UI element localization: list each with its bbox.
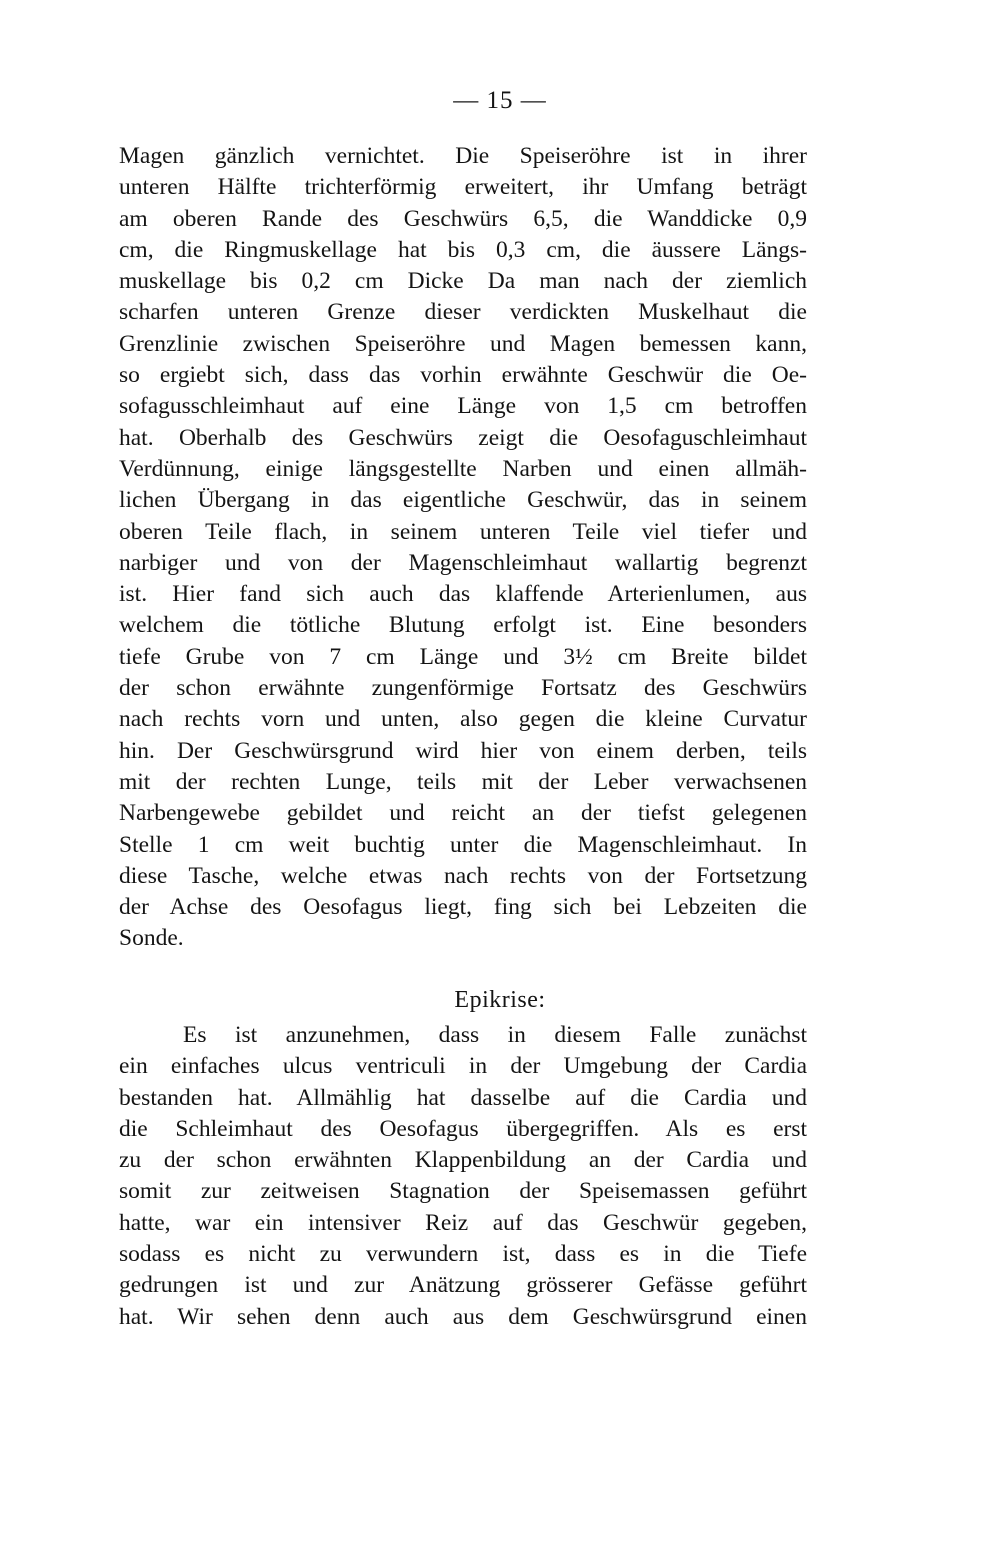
text-line: mit der rechten Lunge, teils mit der Leber verwachsenen bbox=[119, 768, 807, 795]
text-line: oberen Teile flach, in seinem unteren Teile viel tiefer und bbox=[119, 518, 807, 545]
text-line: sofagusschleimhaut auf eine Länge von 1,5 cm betroffen bbox=[119, 393, 807, 420]
text-line: unteren Hälfte trichterförmig erweitert, ihr Umfang beträgt bbox=[119, 174, 807, 201]
text-line: die Schleimhaut des Oesofagus übergegriffen. Als es erst bbox=[119, 1115, 807, 1142]
text-line: der Achse des Oesofagus liegt, fing sich bei Lebzeiten die bbox=[119, 894, 807, 921]
text-line: hatte, war ein intensiver Reiz auf das Geschwür gegeben, bbox=[119, 1209, 807, 1236]
text-line: hin. Der Geschwürsgrund wird hier von einem derben, teils bbox=[119, 737, 807, 764]
text-line: zu der schon erwähnten Klappenbildung an der Cardia und bbox=[119, 1147, 807, 1174]
paragraph-findings bbox=[119, 141, 807, 955]
section-heading: Epikrise: bbox=[454, 987, 546, 1013]
text-line: lichen Übergang in das eigentliche Geschwür, das in seinem bbox=[119, 487, 807, 514]
text-line: Stelle 1 cm weit buchtig unter die Magenschleimhaut. In bbox=[119, 831, 807, 858]
text-line: tiefe Grube von 7 cm Länge und 3½ cm Breite bildet bbox=[119, 643, 807, 670]
text-line: somit zur zeitweisen Stagnation der Speisemassen geführt bbox=[119, 1178, 807, 1205]
paragraph-epikrise bbox=[119, 1020, 807, 1333]
text-line: diese Tasche, welche etwas nach rechts von der Fortsetzung bbox=[119, 862, 807, 889]
text-line: Verdünnung, einige längsgestellte Narben und einen allmäh- bbox=[119, 455, 807, 482]
text-line: ein einfaches ulcus ventriculi in der Umgebung der Cardia bbox=[119, 1053, 807, 1080]
text-line: Grenzlinie zwischen Speiseröhre und Magen bemessen kann, bbox=[119, 330, 807, 357]
text-line: hat. Oberhalb des Geschwürs zeigt die Oesofaguschleimhaut bbox=[119, 424, 807, 451]
text-line: der schon erwähnte zungenförmige Fortsatz des Geschwürs bbox=[119, 675, 807, 702]
text-line: Sonde. bbox=[119, 925, 184, 952]
text-line: welchem die tötliche Blutung erfolgt ist. Eine besonders bbox=[119, 612, 807, 639]
text-line: am oberen Rande des Geschwürs 6,5, die Wanddicke 0,9 bbox=[119, 205, 807, 232]
text-line: sodass es nicht zu verwundern ist, dass es in die Tiefe bbox=[119, 1241, 807, 1268]
text-line: gedrungen ist und zur Anätzung grösserer Gefässe geführt bbox=[119, 1272, 807, 1299]
text-line: narbiger und von der Magenschleimhaut wallartig begrenzt bbox=[119, 549, 807, 576]
text-line: bestanden hat. Allmählig hat dasselbe auf die Cardia und bbox=[119, 1084, 807, 1111]
text-line: Es ist anzunehmen, dass in diesem Falle zunächst bbox=[183, 1022, 807, 1048]
text-line: hat. Wir sehen denn auch aus dem Geschwürsgrund einen bbox=[119, 1303, 807, 1330]
text-line: ist. Hier fand sich auch das klaffende Arterienlumen, aus bbox=[119, 581, 807, 608]
text-line: so ergiebt sich, dass das vorhin erwähnte Geschwür die Oe- bbox=[119, 362, 807, 389]
text-line: Narbengewebe gebildet und reicht an der tiefst gelegenen bbox=[119, 800, 807, 827]
text-line: nach rechts vorn und unten, also gegen die kleine Curvatur bbox=[119, 706, 807, 733]
text-line: cm, die Ringmuskellage hat bis 0,3 cm, die äussere Längs- bbox=[119, 236, 807, 263]
page-number: — 15 — bbox=[453, 87, 547, 114]
text-line: muskellage bis 0,2 cm Dicke Da man nach der ziemlich bbox=[119, 268, 807, 295]
text-line: scharfen unteren Grenze dieser verdickten Muskelhaut die bbox=[119, 299, 807, 326]
text-line: Magen gänzlich vernichtet. Die Speiseröhre ist in ihrer bbox=[119, 143, 807, 169]
